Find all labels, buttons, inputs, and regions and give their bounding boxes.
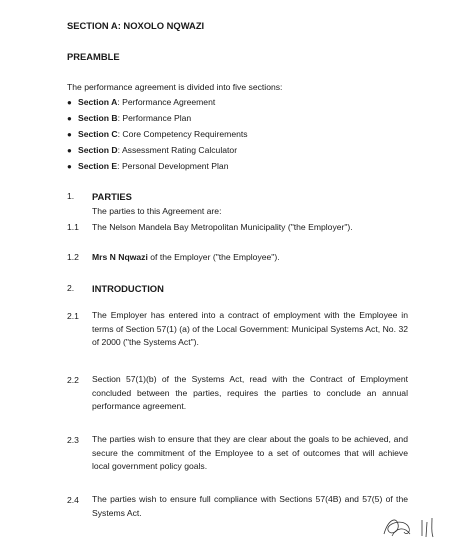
preamble-intro: The performance agreement is divided into five sections: bbox=[67, 82, 283, 92]
signature-image bbox=[378, 506, 458, 538]
bullet-icon: ● bbox=[67, 98, 72, 107]
section-desc: : Assessment Rating Calculator bbox=[117, 145, 238, 155]
bullet-icon: ● bbox=[67, 146, 72, 155]
clause-number: 2.3 bbox=[67, 435, 79, 445]
party-employee bbox=[92, 252, 280, 263]
clause-number: 1.1 bbox=[67, 222, 79, 232]
section-desc: : Performance Agreement bbox=[117, 97, 216, 107]
employee-desc: of the Employer ("the Employee"). bbox=[147, 252, 280, 262]
clause-text: The Employer has entered into a contract of employment with the Employee in terms of Section 57(1) (a) of the Local Government: Municipal Systems Act, No. 32 of 2000 ("the Systems Act"). bbox=[92, 310, 408, 347]
clause-text: The parties wish to ensure that they are clear about the goals to be achieved, and secure the commitment of the Employee to a set of outcomes that will achieve local government policy goals. bbox=[92, 434, 408, 471]
clause-text: The parties wish to ensure full compliance with Sections 57(4B) and 57(5) of the Systems Act. bbox=[92, 494, 408, 518]
section-label: Section A bbox=[78, 97, 118, 107]
employee-name: Mrs N Nqwazi bbox=[92, 252, 148, 262]
section-title: SECTION A: NOXOLO NQWAZI bbox=[67, 20, 205, 31]
preamble-heading: PREAMBLE bbox=[67, 51, 120, 62]
clause-text: Section 57(1)(b) of the Systems Act, read with the Contract of Employment concluded between the parties, requires the parties to conclude an annual performance agreement. bbox=[92, 374, 408, 411]
party-employer: The Nelson Mandela Bay Metropolitan Municipality ("the Employer"). bbox=[92, 222, 353, 232]
section-label: Section B bbox=[78, 113, 118, 123]
bullet-icon: ● bbox=[67, 162, 72, 171]
parties-intro: The parties to this Agreement are: bbox=[92, 206, 222, 216]
section-label: Section E bbox=[78, 161, 118, 171]
section-label: Section D bbox=[78, 145, 118, 155]
clause-number: 2.2 bbox=[67, 375, 79, 385]
clause-number: 1.2 bbox=[67, 252, 79, 262]
section-desc: : Core Competency Requirements bbox=[117, 129, 248, 139]
parties-heading: PARTIES bbox=[92, 191, 132, 202]
clause-number: 2.4 bbox=[67, 495, 79, 505]
introduction-heading: INTRODUCTION bbox=[92, 283, 164, 294]
bullet-icon: ● bbox=[67, 114, 72, 123]
section-desc: : Performance Plan bbox=[117, 113, 192, 123]
parties-number: 1. bbox=[67, 191, 75, 201]
section-label: Section C bbox=[78, 129, 118, 139]
bullet-icon: ● bbox=[67, 130, 72, 139]
clause-number: 2.1 bbox=[67, 311, 79, 321]
introduction-number: 2. bbox=[67, 283, 75, 293]
section-desc: : Personal Development Plan bbox=[117, 161, 229, 171]
